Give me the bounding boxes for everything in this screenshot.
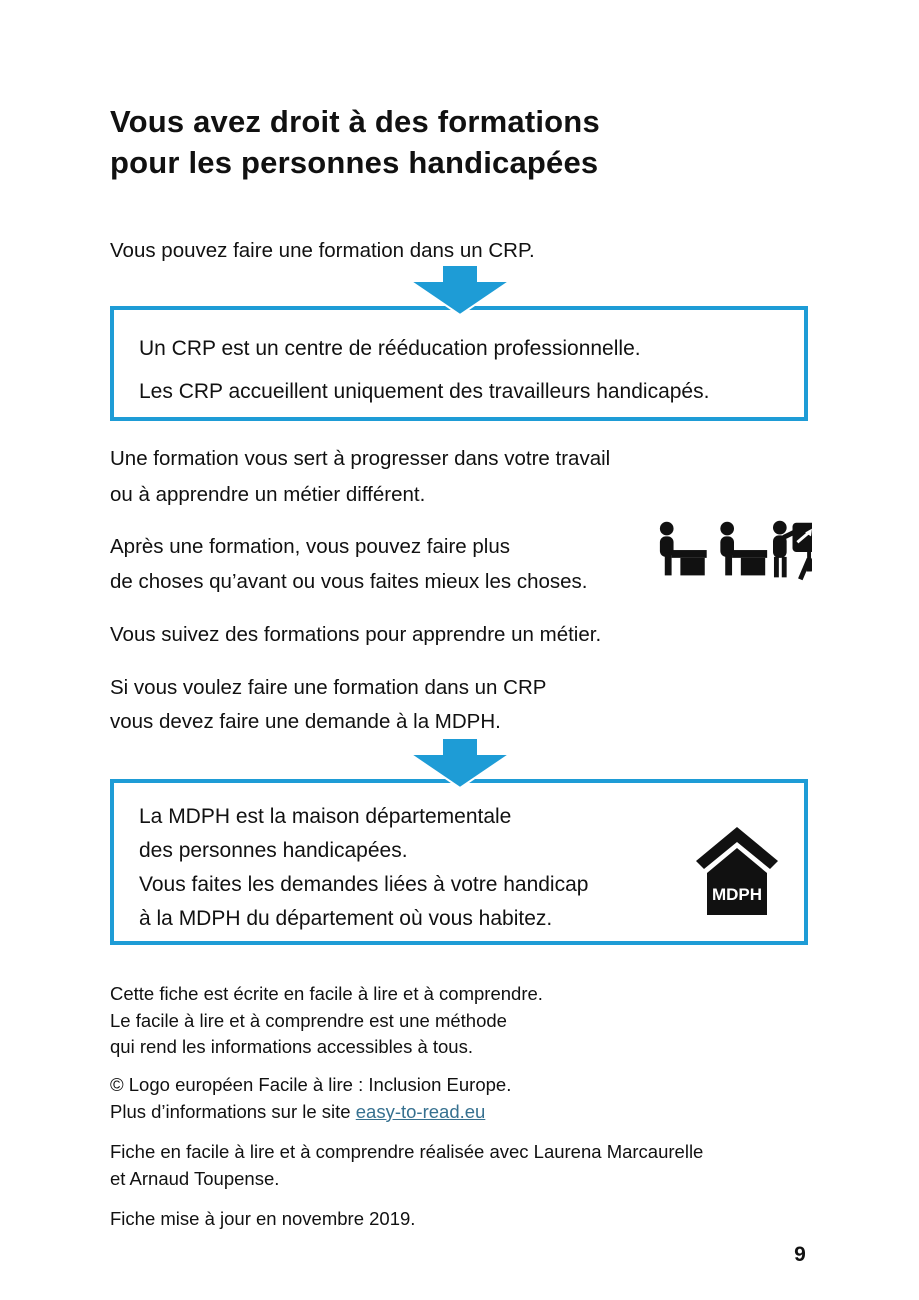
footer-falc-description	[110, 981, 543, 1061]
crp-definition-line1: Un CRP est un centre de rééducation professionnelle.	[139, 337, 641, 360]
down-arrow-icon	[408, 737, 512, 789]
training-purpose-line1: Une formation vous sert à progresser dans votre travail	[110, 447, 611, 470]
footer-update-date: Fiche mise à jour en novembre 2019.	[110, 1208, 416, 1229]
after-training-line1: Après une formation, vous pouvez faire plus	[110, 535, 510, 558]
footer-credits	[110, 1139, 703, 1192]
mdph-house-icon	[694, 825, 780, 917]
paragraph-training-purpose	[110, 441, 610, 513]
credits-line1: Fiche en facile à lire et à comprendre réalisée avec Laurena Marcaurelle	[110, 1141, 704, 1162]
page-title-line1: Vous avez droit à des formations	[110, 104, 600, 139]
callout-crp-definition	[110, 306, 808, 421]
paragraph-crp-request	[110, 671, 546, 739]
mdph-definition-line2: des personnes handicapées.	[139, 839, 408, 862]
mdph-house-label: MDPH	[711, 885, 763, 904]
page-number: 9	[794, 1243, 806, 1266]
logo-credit-line2-prefix: Plus d’informations sur le site	[110, 1100, 356, 1122]
down-arrow-icon	[408, 264, 512, 316]
page-title-line2: pour les personnes handicapées	[110, 145, 599, 180]
logo-credit-line2	[110, 1099, 511, 1126]
crp-definition-line2: Les CRP accueillent uniquement des travailleurs handicapés.	[139, 380, 710, 403]
classroom-training-icon-svg	[656, 520, 812, 584]
credits-line2: et Arnaud Toupense.	[110, 1167, 280, 1189]
after-training-line2: de choses qu’avant ou vous faites mieux les choses.	[110, 570, 588, 593]
mdph-house-icon-svg	[694, 825, 780, 917]
down-arrow-icon-svg	[408, 737, 512, 789]
mdph-definition-line1: La MDPH est la maison départementale	[139, 805, 512, 828]
easy-to-read-link[interactable]: easy-to-read.eu	[355, 1100, 486, 1122]
falc-description-line2: Le facile à lire et à comprendre est une méthode	[110, 1009, 507, 1031]
crp-request-line1: Si vous voulez faire une formation dans un CRP	[110, 676, 547, 699]
paragraph-after-training	[110, 529, 690, 599]
logo-credit-line1: © Logo européen Facile à lire : Inclusion Europe.	[110, 1074, 512, 1095]
down-arrow-icon-svg	[408, 264, 512, 316]
footer-logo-credit	[110, 1072, 511, 1125]
paragraph-follow-training: Vous suivez des formations pour apprendre un métier.	[110, 623, 602, 646]
falc-description-line1: Cette fiche est écrite en facile à lire et à comprendre.	[110, 983, 543, 1004]
paragraph-intro: Vous pouvez faire une formation dans un CRP.	[110, 239, 535, 262]
training-purpose-line2: ou à apprendre un métier différent.	[110, 483, 426, 506]
page-title	[110, 101, 600, 183]
mdph-definition-line3: Vous faites les demandes liées à votre handicap	[139, 873, 589, 896]
crp-request-line2: vous devez faire une demande à la MDPH.	[110, 710, 501, 733]
mdph-definition-line4: à la MDPH du département où vous habitez.	[139, 907, 553, 930]
classroom-training-icon	[656, 520, 812, 584]
callout-mdph-definition	[110, 779, 808, 945]
falc-description-line3: qui rend les informations accessibles à tous.	[110, 1036, 473, 1057]
